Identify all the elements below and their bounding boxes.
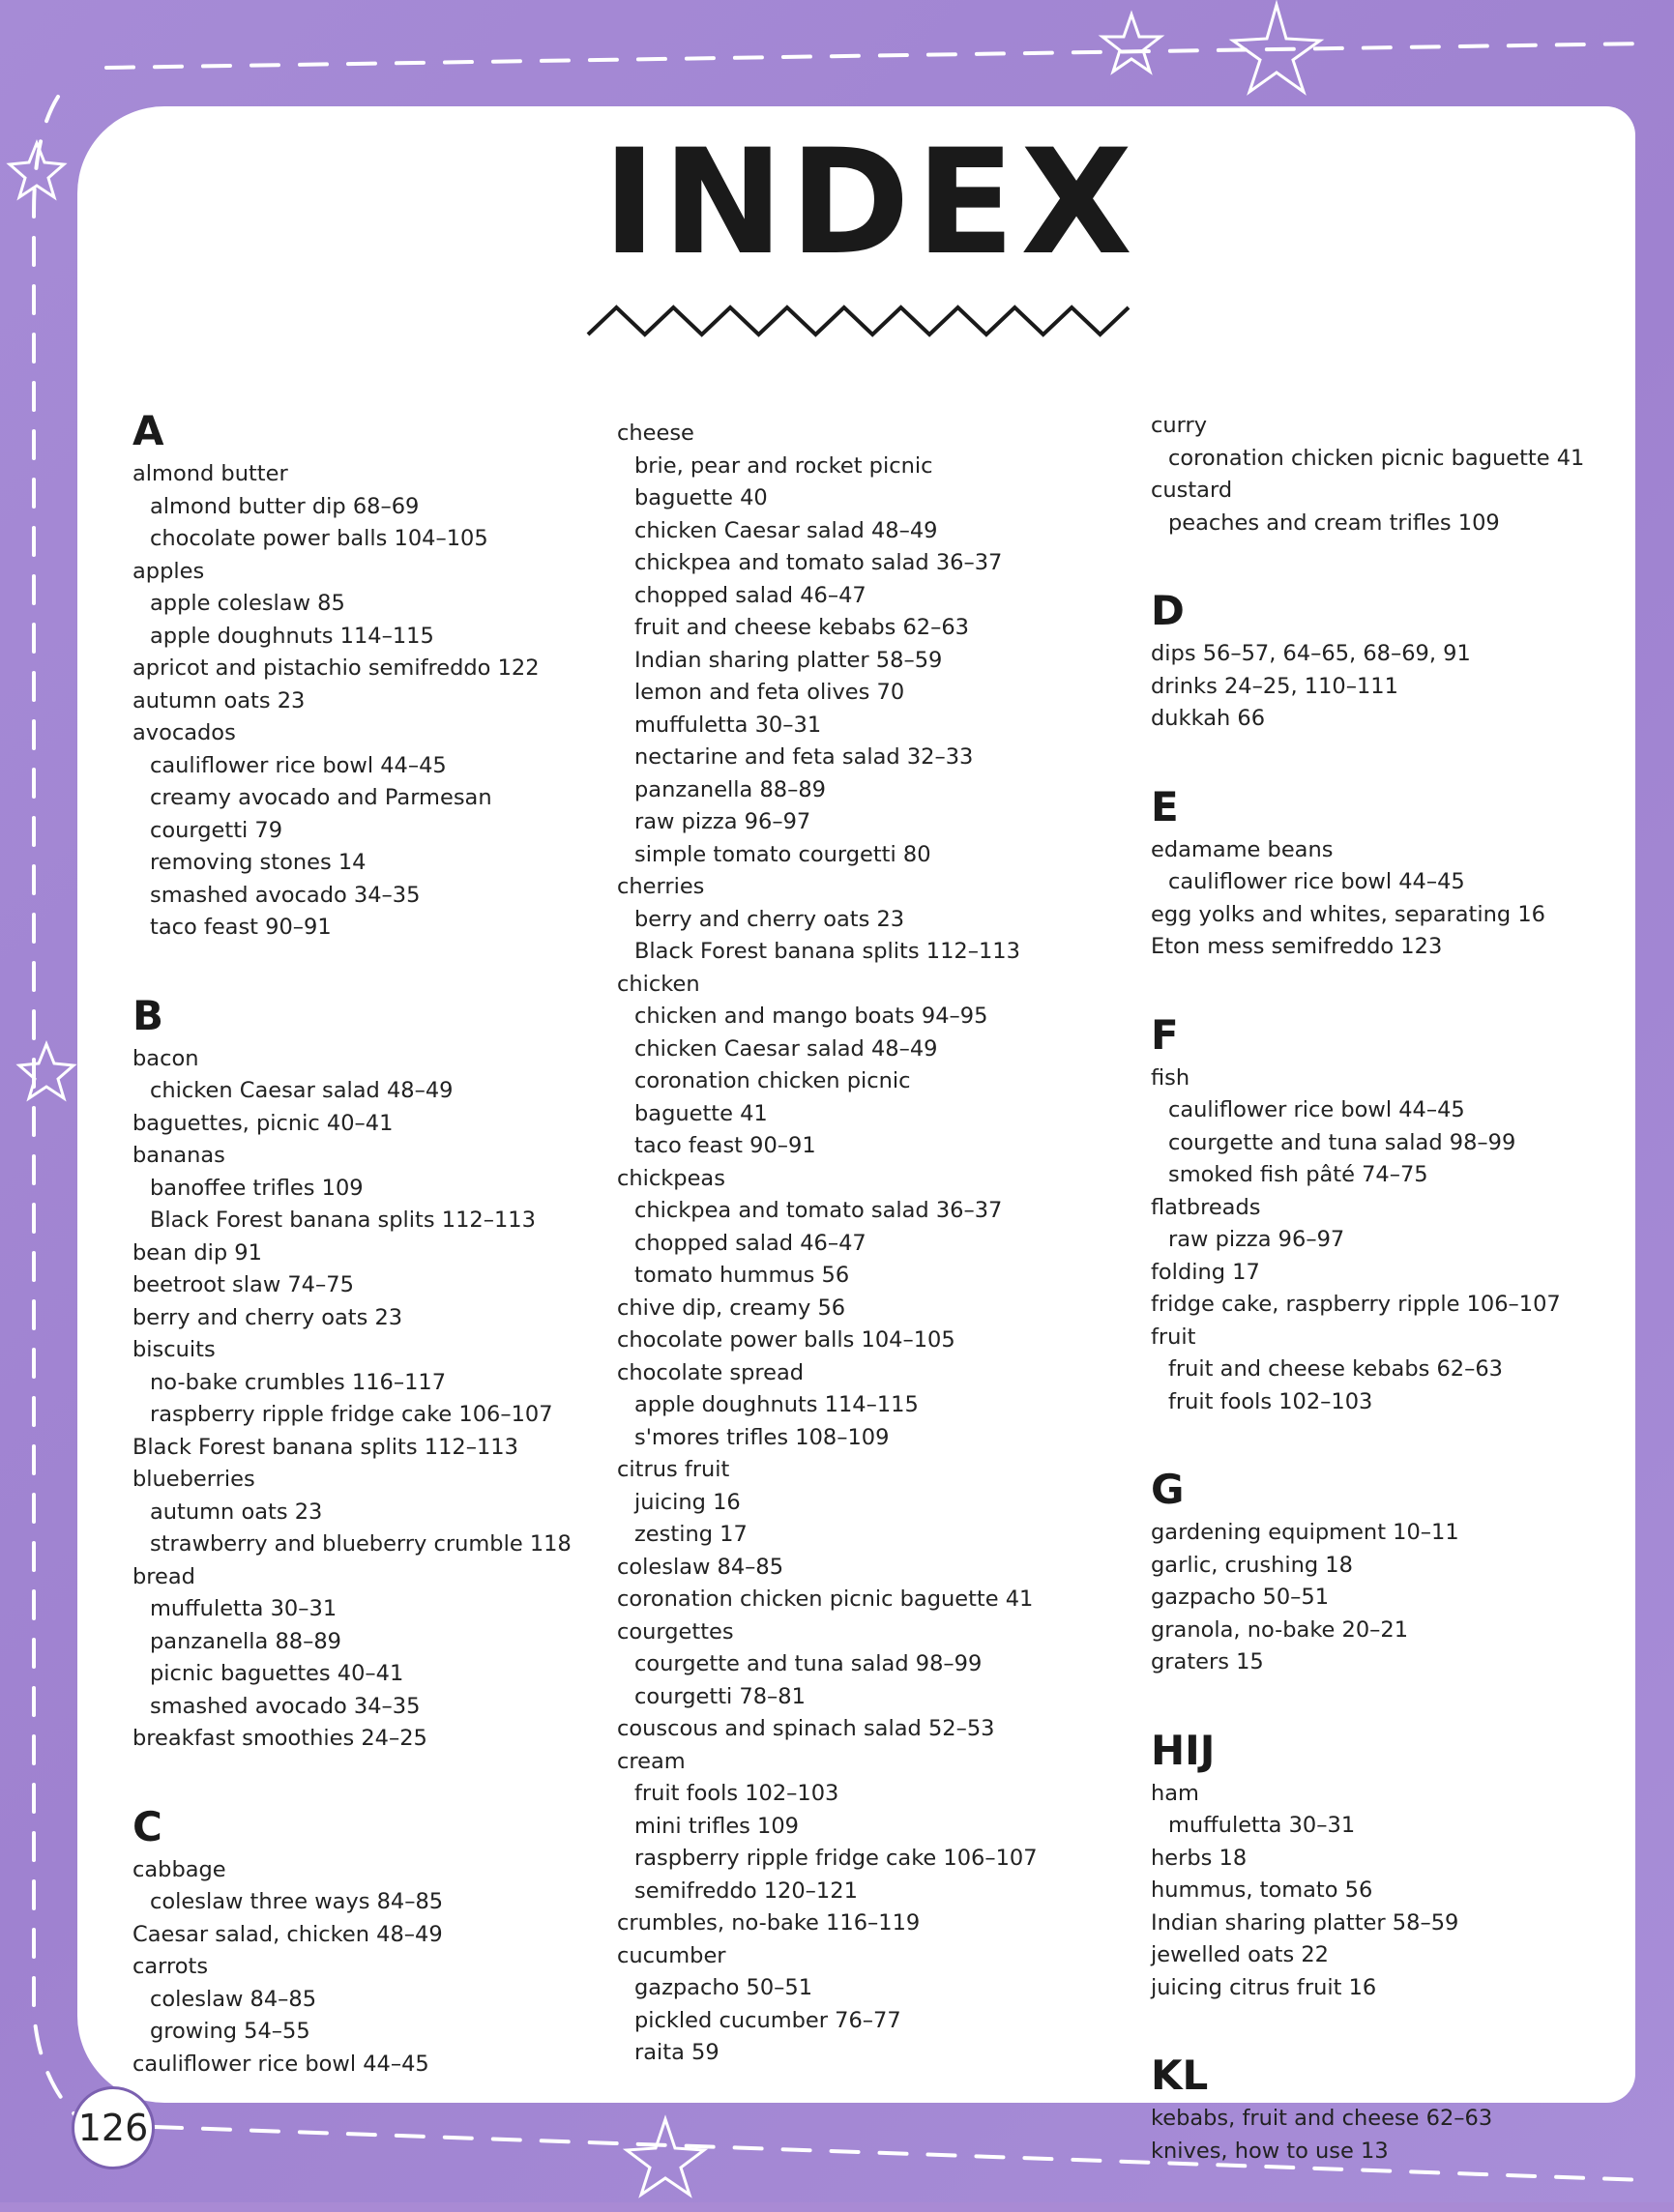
section-letter: A (132, 407, 164, 454)
index-entry: almond butter (132, 461, 288, 486)
index-entry: Black Forest banana splits 112–113 (132, 1434, 518, 1460)
index-entry: cherries (617, 874, 705, 899)
section-letter: KL (1151, 2052, 1209, 2099)
index-entry: custard (1151, 478, 1233, 503)
index-subentry: growing 54–55 (150, 2019, 310, 2044)
index-subentry: Black Forest banana splits 112–113 (634, 939, 1020, 964)
index-entry: coronation chicken picnic baguette 41 (617, 1586, 1034, 1612)
index-subentry: smoked fish pâté 74–75 (1168, 1162, 1428, 1187)
index-subentry: chicken Caesar salad 48–49 (150, 1078, 454, 1103)
index-subentry: taco feast 90–91 (634, 1133, 816, 1158)
index-subentry: taco feast 90–91 (150, 915, 332, 940)
index-entry: gardening equipment 10–11 (1151, 1520, 1459, 1545)
index-entry: bean dip 91 (132, 1239, 262, 1266)
index-entry: curry (1151, 413, 1208, 438)
index-subentry: muffuletta 30–31 (150, 1596, 338, 1621)
index-subentry: smashed avocado 34–35 (150, 1693, 421, 1719)
index-subentry: s'mores trifles 108–109 (634, 1424, 890, 1450)
section-letter: B (132, 991, 164, 1039)
index-subentry: pickled cucumber 76–77 (634, 2007, 901, 2033)
index-entry: apricot and pistachio semifreddo 122 (132, 655, 540, 681)
index-section (1151, 1463, 1654, 1679)
index-entry: garlic, crushing 18 (1151, 1552, 1353, 1578)
index-entry: biscuits (132, 1337, 216, 1362)
index-subentry: chocolate power balls 104–105 (150, 526, 488, 551)
index-entry: coleslaw 84–85 (617, 1554, 784, 1580)
index-subentry: muffuletta 30–31 (634, 712, 822, 738)
index-subentry: muffuletta 30–31 (1168, 1813, 1356, 1838)
index-entry: courgettes (617, 1618, 734, 1644)
index-subentry: lemon and feta olives 70 (634, 680, 905, 705)
index-section (132, 989, 597, 1756)
index-section (1151, 2049, 1654, 2168)
index-subentry: almond butter dip 68–69 (150, 493, 420, 519)
index-subentry: coronation chicken picnic (634, 1068, 911, 1093)
index-entry: bread (132, 1563, 195, 1589)
index-subentry: raspberry ripple fridge cake 106–107 (150, 1402, 553, 1427)
index-subentry: baguette 41 (634, 1100, 768, 1126)
index-entry: jewelled oats 22 (1151, 1942, 1329, 1967)
index-entry: beetroot slaw 74–75 (132, 1272, 354, 1297)
star-icon (19, 1044, 73, 1098)
index-entry: dips 56–57, 64–65, 68–69, 91 (1151, 641, 1471, 666)
index-entry: chicken (617, 971, 700, 997)
index-subentry: no-bake crumbles 116–117 (150, 1369, 447, 1395)
index-entry: Indian sharing platter 58–59 (1151, 1909, 1459, 1936)
index-entry: cheese (617, 421, 694, 446)
index-entry: chive dip, creamy 56 (617, 1295, 846, 1321)
index-subentry: juicing 16 (634, 1489, 741, 1515)
index-subentry: courgetti 78–81 (634, 1683, 806, 1709)
index-entry: dukkah 66 (1151, 706, 1266, 731)
index-subentry: semifreddo 120–121 (634, 1877, 858, 1904)
index-subentry: removing stones 14 (150, 850, 367, 875)
index-entry: hummus, tomato 56 (1151, 1877, 1373, 1903)
index-subentry: Black Forest banana splits 112–113 (150, 1208, 536, 1233)
index-subentry: coleslaw three ways 84–85 (150, 1889, 444, 1914)
index-subentry: chicken Caesar salad 48–49 (634, 1035, 938, 1062)
index-subentry: cauliflower rice bowl 44–45 (1168, 869, 1465, 894)
index-section (1151, 1724, 1654, 2005)
index-entry: citrus fruit (617, 1457, 730, 1482)
index-column-3 (1151, 410, 1654, 2212)
index-section (1151, 1008, 1654, 1419)
index-subentry: strawberry and blueberry crumble 118 (150, 1531, 572, 1557)
index-subentry: raw pizza 96–97 (1168, 1227, 1345, 1252)
index-entry: juicing citrus fruit 16 (1151, 1974, 1377, 2000)
index-subentry: picnic baguettes 40–41 (150, 1661, 404, 1686)
index-entry: ham (1151, 1780, 1199, 1806)
index-subentry: cauliflower rice bowl 44–45 (1168, 1097, 1465, 1122)
index-subentry: raspberry ripple fridge cake 106–107 (634, 1846, 1038, 1871)
index-subentry: panzanella 88–89 (634, 776, 826, 802)
index-entry: chocolate spread (617, 1359, 805, 1385)
index-subentry: chickpea and tomato salad 36–37 (634, 1198, 1003, 1223)
index-entry: cucumber (617, 1942, 726, 1968)
index-section (1151, 780, 1654, 964)
index-entry: fruit (1151, 1324, 1196, 1350)
index-entry: granola, no-bake 20–21 (1151, 1616, 1409, 1643)
index-entry: blueberries (132, 1467, 255, 1492)
index-subentry: fruit and cheese kebabs 62–63 (1168, 1356, 1503, 1382)
index-subentry: simple tomato courgetti 80 (634, 841, 931, 867)
index-entry: carrots (132, 1954, 209, 1979)
section-letter: C (132, 1802, 162, 1850)
index-entry: cream (617, 1748, 686, 1774)
index-subentry: courgetti 79 (150, 817, 283, 843)
index-entry: flatbreads (1151, 1194, 1261, 1220)
index-column-1 (132, 404, 597, 2125)
index-section (132, 1800, 597, 2081)
index-subentry: gazpacho 50–51 (634, 1975, 813, 2000)
index-subentry: apple coleslaw 85 (150, 591, 345, 616)
section-letter: E (1151, 782, 1179, 830)
index-entry: folding 17 (1151, 1259, 1260, 1285)
index-entry: bananas (132, 1143, 225, 1168)
index-entry: breakfast smoothies 24–25 (132, 1726, 427, 1751)
index-subentry: fruit fools 102–103 (1168, 1388, 1373, 1414)
index-entry: fridge cake, raspberry ripple 106–107 (1151, 1292, 1561, 1317)
index-entry: bacon (132, 1045, 199, 1071)
index-subentry: apple doughnuts 114–115 (150, 623, 434, 649)
index-subentry: apple doughnuts 114–115 (634, 1392, 919, 1417)
section-letter: G (1151, 1466, 1185, 1513)
star-icon (1102, 15, 1160, 72)
star-icon (627, 2119, 704, 2195)
index-subentry: fruit and cheese kebabs 62–63 (634, 615, 969, 640)
index-subentry: baguette 40 (634, 485, 768, 510)
section-letter: F (1151, 1010, 1179, 1059)
index-subentry: chicken Caesar salad 48–49 (634, 517, 938, 543)
index-entry: cauliflower rice bowl 44–45 (132, 2051, 429, 2077)
index-entry: kebabs, fruit and cheese 62–63 (1151, 2106, 1493, 2131)
index-subentry: chicken and mango boats 94–95 (634, 1004, 988, 1029)
index-subentry: chopped salad 46–47 (634, 1230, 866, 1256)
index-section (132, 404, 597, 945)
index-subentry: creamy avocado and Parmesan (150, 785, 492, 810)
index-entry: chocolate power balls 104–105 (617, 1327, 955, 1353)
index-subentry: autumn oats 23 (150, 1499, 323, 1525)
index-subentry: Indian sharing platter 58–59 (634, 647, 943, 673)
page-title: INDEX (602, 119, 1138, 287)
index-section (1151, 584, 1654, 736)
index-subentry: fruit fools 102–103 (634, 1781, 839, 1806)
index-entry: apples (132, 558, 205, 584)
zigzag-divider (585, 300, 1136, 343)
index-entry: drinks 24–25, 110–111 (1151, 673, 1398, 699)
index-subentry: courgette and tuna salad 98–99 (1168, 1129, 1516, 1155)
index-subentry: cauliflower rice bowl 44–45 (150, 752, 447, 778)
index-entry: Eton mess semifreddo 123 (1151, 934, 1443, 959)
index-entry: chickpeas (617, 1165, 725, 1191)
index-subentry: chopped salad 46–47 (634, 582, 866, 608)
index-section (1151, 410, 1654, 539)
index-entry: knives, how to use 13 (1151, 2138, 1389, 2164)
index-section (617, 418, 1120, 2070)
page-number: 126 (77, 2107, 149, 2149)
index-entry: egg yolks and whites, separating 16 (1151, 901, 1545, 927)
index-subentry: mini trifles 109 (634, 1813, 799, 1839)
index-entry: fish (1151, 1064, 1190, 1091)
index-subentry: berry and cherry oats 23 (634, 906, 905, 932)
index-column-2 (617, 418, 1120, 2114)
index-subentry: coleslaw 84–85 (150, 1986, 317, 2012)
index-entry: berry and cherry oats 23 (132, 1304, 403, 1330)
section-letter: D (1151, 587, 1185, 634)
index-subentry: peaches and cream trifles 109 (1168, 509, 1500, 536)
index-entry: graters 15 (1151, 1649, 1264, 1674)
index-entry: gazpacho 50–51 (1151, 1585, 1330, 1610)
index-subentry: raw pizza 96–97 (634, 809, 811, 834)
index-subentry: nectarine and feta salad 32–33 (634, 744, 974, 770)
index-entry: autumn oats 23 (132, 687, 306, 713)
index-subentry: smashed avocado 34–35 (150, 882, 421, 908)
index-entry: Caesar salad, chicken 48–49 (132, 1921, 443, 1947)
index-subentry: raita 59 (634, 2040, 720, 2065)
index-subentry: brie, pear and rocket picnic (634, 452, 933, 479)
index-subentry: banoffee trifles 109 (150, 1175, 364, 1201)
index-entry: avocados (132, 720, 236, 745)
index-subentry: coronation chicken picnic baguette 41 (1168, 445, 1585, 471)
index-entry: crumbles, no-bake 116–119 (617, 1910, 921, 1936)
index-entry: herbs 18 (1151, 1845, 1248, 1871)
index-subentry: panzanella 88–89 (150, 1628, 341, 1654)
index-entry: cabbage (132, 1856, 226, 1882)
index-entry: baguettes, picnic 40–41 (132, 1110, 394, 1136)
index-subentry: chickpea and tomato salad 36–37 (634, 550, 1003, 575)
page-number-badge (72, 2086, 155, 2169)
index-subentry: zesting 17 (634, 1522, 748, 1547)
index-subentry: tomato hummus 56 (634, 1263, 850, 1288)
index-entry: couscous and spinach salad 52–53 (617, 1716, 995, 1741)
index-subentry: courgette and tuna salad 98–99 (634, 1651, 983, 1676)
section-letter: HIJ (1151, 1726, 1216, 1774)
index-entry: edamame beans (1151, 836, 1334, 862)
